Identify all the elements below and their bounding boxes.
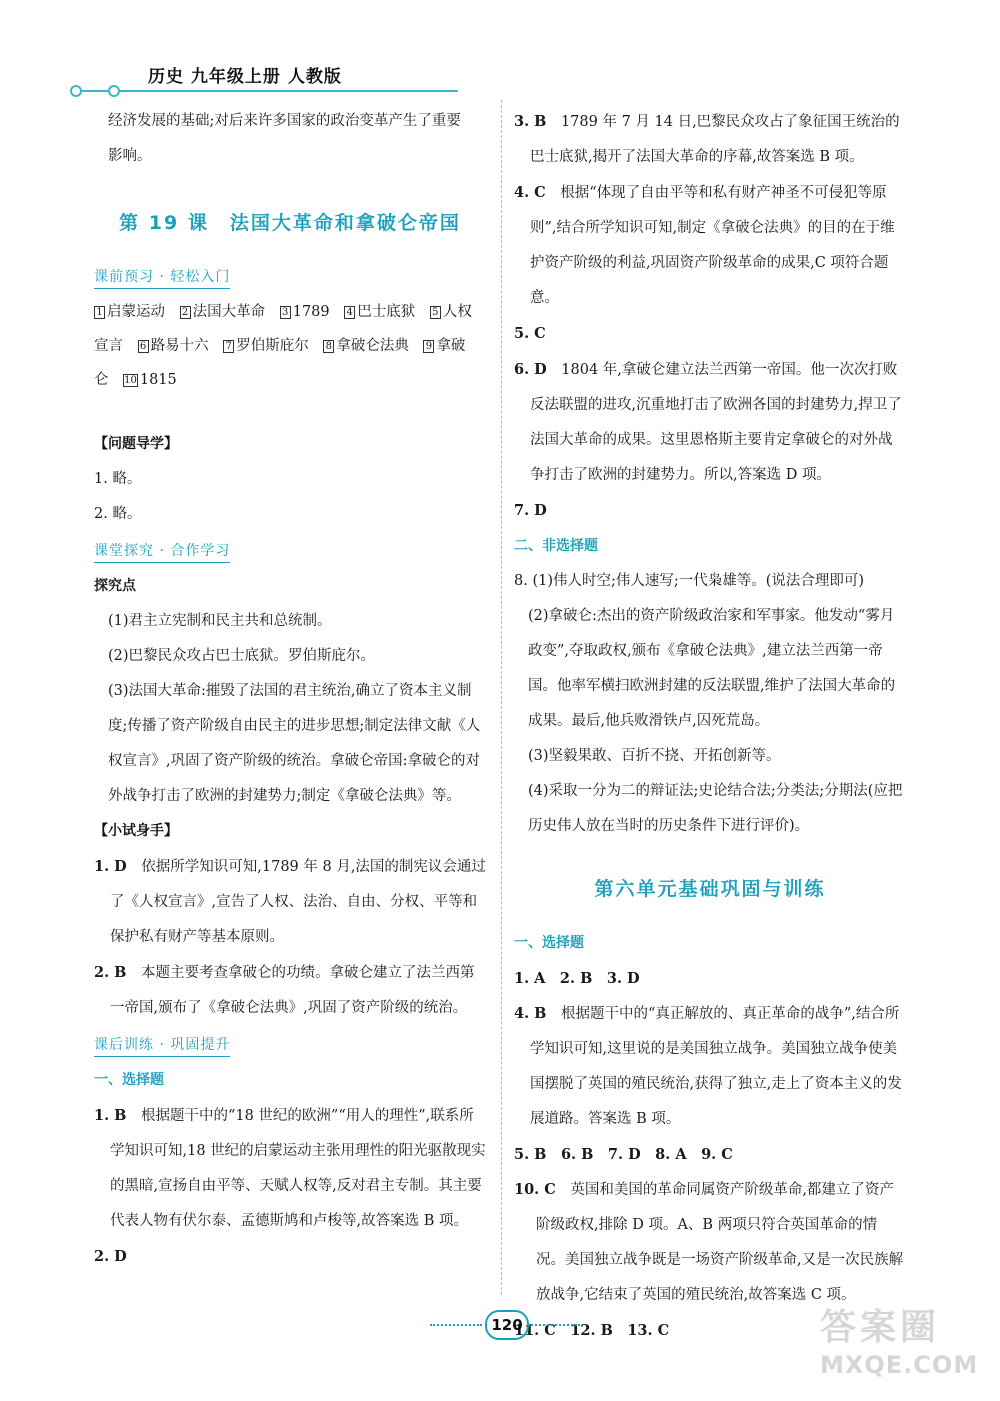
lesson-title: 第 19 课 法国大革命和拿破仑帝国 xyxy=(119,212,461,234)
right-column xyxy=(514,104,906,1348)
answer-item: 4. B 根据题干中的“真正解放的、真正革命的战争”,结合所学知识可知,这里说的是美国独立战争。美国独立战争使美国摆脱了英国的殖民统治,获得了独立,走上了资本主义的发展道路。答案选 B 项。 xyxy=(514,1005,902,1127)
explore-line: (1)君主立宪制和民主共和总统制。 xyxy=(108,613,332,629)
preview-item: 2 法国大革命 xyxy=(180,304,266,320)
preview-item: 6 路易十六 xyxy=(138,338,209,354)
nonchoice-line: 8. (1)伟人时空;伟人速写;一代枭雄等。(说法合理即可) xyxy=(514,573,865,589)
section-explore-title: 课堂探究 · 合作学习 xyxy=(94,540,230,563)
nonchoice-line: (2)拿破仑:杰出的资产阶级政治家和军事家。他发动“雾月政变”,夺取政权,颁布《拿破仑法典》,建立法兰西第一帝国。他率军横扫欧洲封建的反法联盟,维护了法国大革命的成果。最后,他兵败滑铁卢,囚死荒岛。 xyxy=(528,608,896,729)
answer-item: 1. B 根据题干中的“18 世纪的欧洲”“用人的理性”,联系所学知识可知,18 世纪的启蒙运动主张用理性的阳光驱散现实的黑暗,宣扬自由平等、天赋人权等,反对君主专制。其主要代表人物有伏尔泰、孟德斯鸠和卢梭等,故答案选 B 项。 xyxy=(94,1107,486,1229)
page-header xyxy=(0,0,1000,110)
answer-line: 11. C 12. B 13. C xyxy=(514,1322,670,1339)
guide-answer: 1. 略。 xyxy=(94,471,142,487)
section-after-title: 课后训练 · 巩固提升 xyxy=(94,1034,230,1057)
preview-item: 7 罗伯斯庇尔 xyxy=(223,338,309,354)
preview-item: 3 1789 xyxy=(280,304,330,320)
trial-title: 【小试身手】 xyxy=(94,823,178,839)
preview-item: 9 拿破仑 xyxy=(94,338,466,388)
preview-item: 8 拿破仑法典 xyxy=(323,338,409,354)
answer-item: 6. D 1804 年,拿破仑建立法兰西第一帝国。他一次次打败反法联盟的进攻,沉重地打击了欧洲各国的封建势力,捍卫了法国大革命的成果。这里恩格斯主要肯定拿破仑的对外战争打击了欧洲的封建势力。所以,答案选 D 项。 xyxy=(514,361,902,483)
explore-subtitle: 探究点 xyxy=(94,578,136,594)
nonchoice-subtitle: 二、非选择题 xyxy=(514,538,598,554)
footer-dots xyxy=(528,1324,580,1326)
page-number-footer xyxy=(430,1310,580,1340)
explore-line: (2)巴黎民众攻占巴士底狱。罗伯斯庇尔。 xyxy=(108,648,376,664)
answer-item: 3. B 1789 年 7 月 14 日,巴黎民众攻占了象征国王统治的巴士底狱,揭开了法国大革命的序幕,故答案选 B 项。 xyxy=(514,113,900,165)
answer-item: 4. C 根据“体现了自由平等和私有财产神圣不可侵犯等原则”,结合所学知识可知,制定《拿破仑法典》的目的在于维护资产阶级的利益,巩固资产阶级革命的成果,C 项符合题意。 xyxy=(514,184,895,306)
nonchoice-line: (4)采取一分为二的辩证法;史论结合法;分类法;分期法(应把历史伟人放在当时的历史条件下进行评价)。 xyxy=(528,783,903,834)
nonchoice-line: (3)坚毅果敢、百折不挠、开拓创新等。 xyxy=(528,748,781,764)
preview-item: 4 巴士底狱 xyxy=(344,304,415,320)
watermark-url: MXQE.COM xyxy=(820,1351,979,1379)
answer-item: 1. D 依据所学知识可知,1789 年 8 月,法国的制宪议会通过了《人权宣言》,宣告了人权、法治、自由、分权、平等和保护私有财产等基本原则。 xyxy=(94,858,486,945)
answer-item: 10. C 英国和美国的革命同属资产阶级革命,都建立了资产阶级政权,排除 D 项。A、B 两项只符合英国革命的情况。美国独立战争既是一场资产阶级革命,又是一次民族解放战争,它结束了英国的殖民统治,故答案选 C 项。 xyxy=(514,1181,904,1303)
intro-line: 影响。 xyxy=(108,148,152,164)
guide-answer: 2. 略。 xyxy=(94,506,142,522)
preview-item: 1 启蒙运动 xyxy=(94,304,165,320)
preview-item: 10 1815 xyxy=(124,372,177,388)
header-dot-icon xyxy=(70,85,82,97)
watermark-logo xyxy=(820,1306,990,1396)
explore-line: (3)法国大革命:摧毁了法国的君主统治,确立了资本主义制度;传播了资产阶级自由民主的进步思想;制定法律文献《人权宣言》,巩固了资产阶级的统治。拿破仑帝国:拿破仑的对外战争打击了欧洲的封建势力;制定《拿破仑法典》等。 xyxy=(108,683,481,804)
preview-answers xyxy=(94,295,486,397)
answer-line: 5. B 6. B 7. D 8. A 9. C xyxy=(514,1146,733,1163)
answer-item: 2. D xyxy=(94,1248,127,1265)
guide-title: 【问题导学】 xyxy=(94,436,178,452)
unit-title: 第六单元基础巩固与训练 xyxy=(594,878,826,900)
section-preview-title: 课前预习 · 轻松入门 xyxy=(94,266,230,289)
answer-line: 1. A 2. B 3. D xyxy=(514,970,640,987)
footer-dots xyxy=(430,1324,482,1326)
preview-item: 5 人权宣言 xyxy=(94,304,472,354)
choice-subtitle: 一、选择题 xyxy=(94,1072,164,1088)
page-number: 120 xyxy=(485,1310,529,1340)
header-rule xyxy=(78,90,458,92)
header-dot-icon xyxy=(108,85,120,97)
answer-item: 2. B 本题主要考查拿破仑的功绩。拿破仑建立了法兰西第一帝国,颁布了《拿破仑法典》,巩固了资产阶级的统治。 xyxy=(94,964,475,1016)
left-column xyxy=(94,104,486,1275)
answer-item: 5. C xyxy=(514,325,546,342)
answer-item: 7. D xyxy=(514,502,547,519)
unit-choice-subtitle: 一、选择题 xyxy=(514,935,584,951)
column-divider xyxy=(501,100,502,1295)
watermark-text: 答案圈 xyxy=(820,1307,941,1348)
book-title: 历史 九年级上册 人教版 xyxy=(148,67,342,87)
intro-line: 经济发展的基础;对后来许多国家的政治变革产生了重要 xyxy=(108,113,461,129)
